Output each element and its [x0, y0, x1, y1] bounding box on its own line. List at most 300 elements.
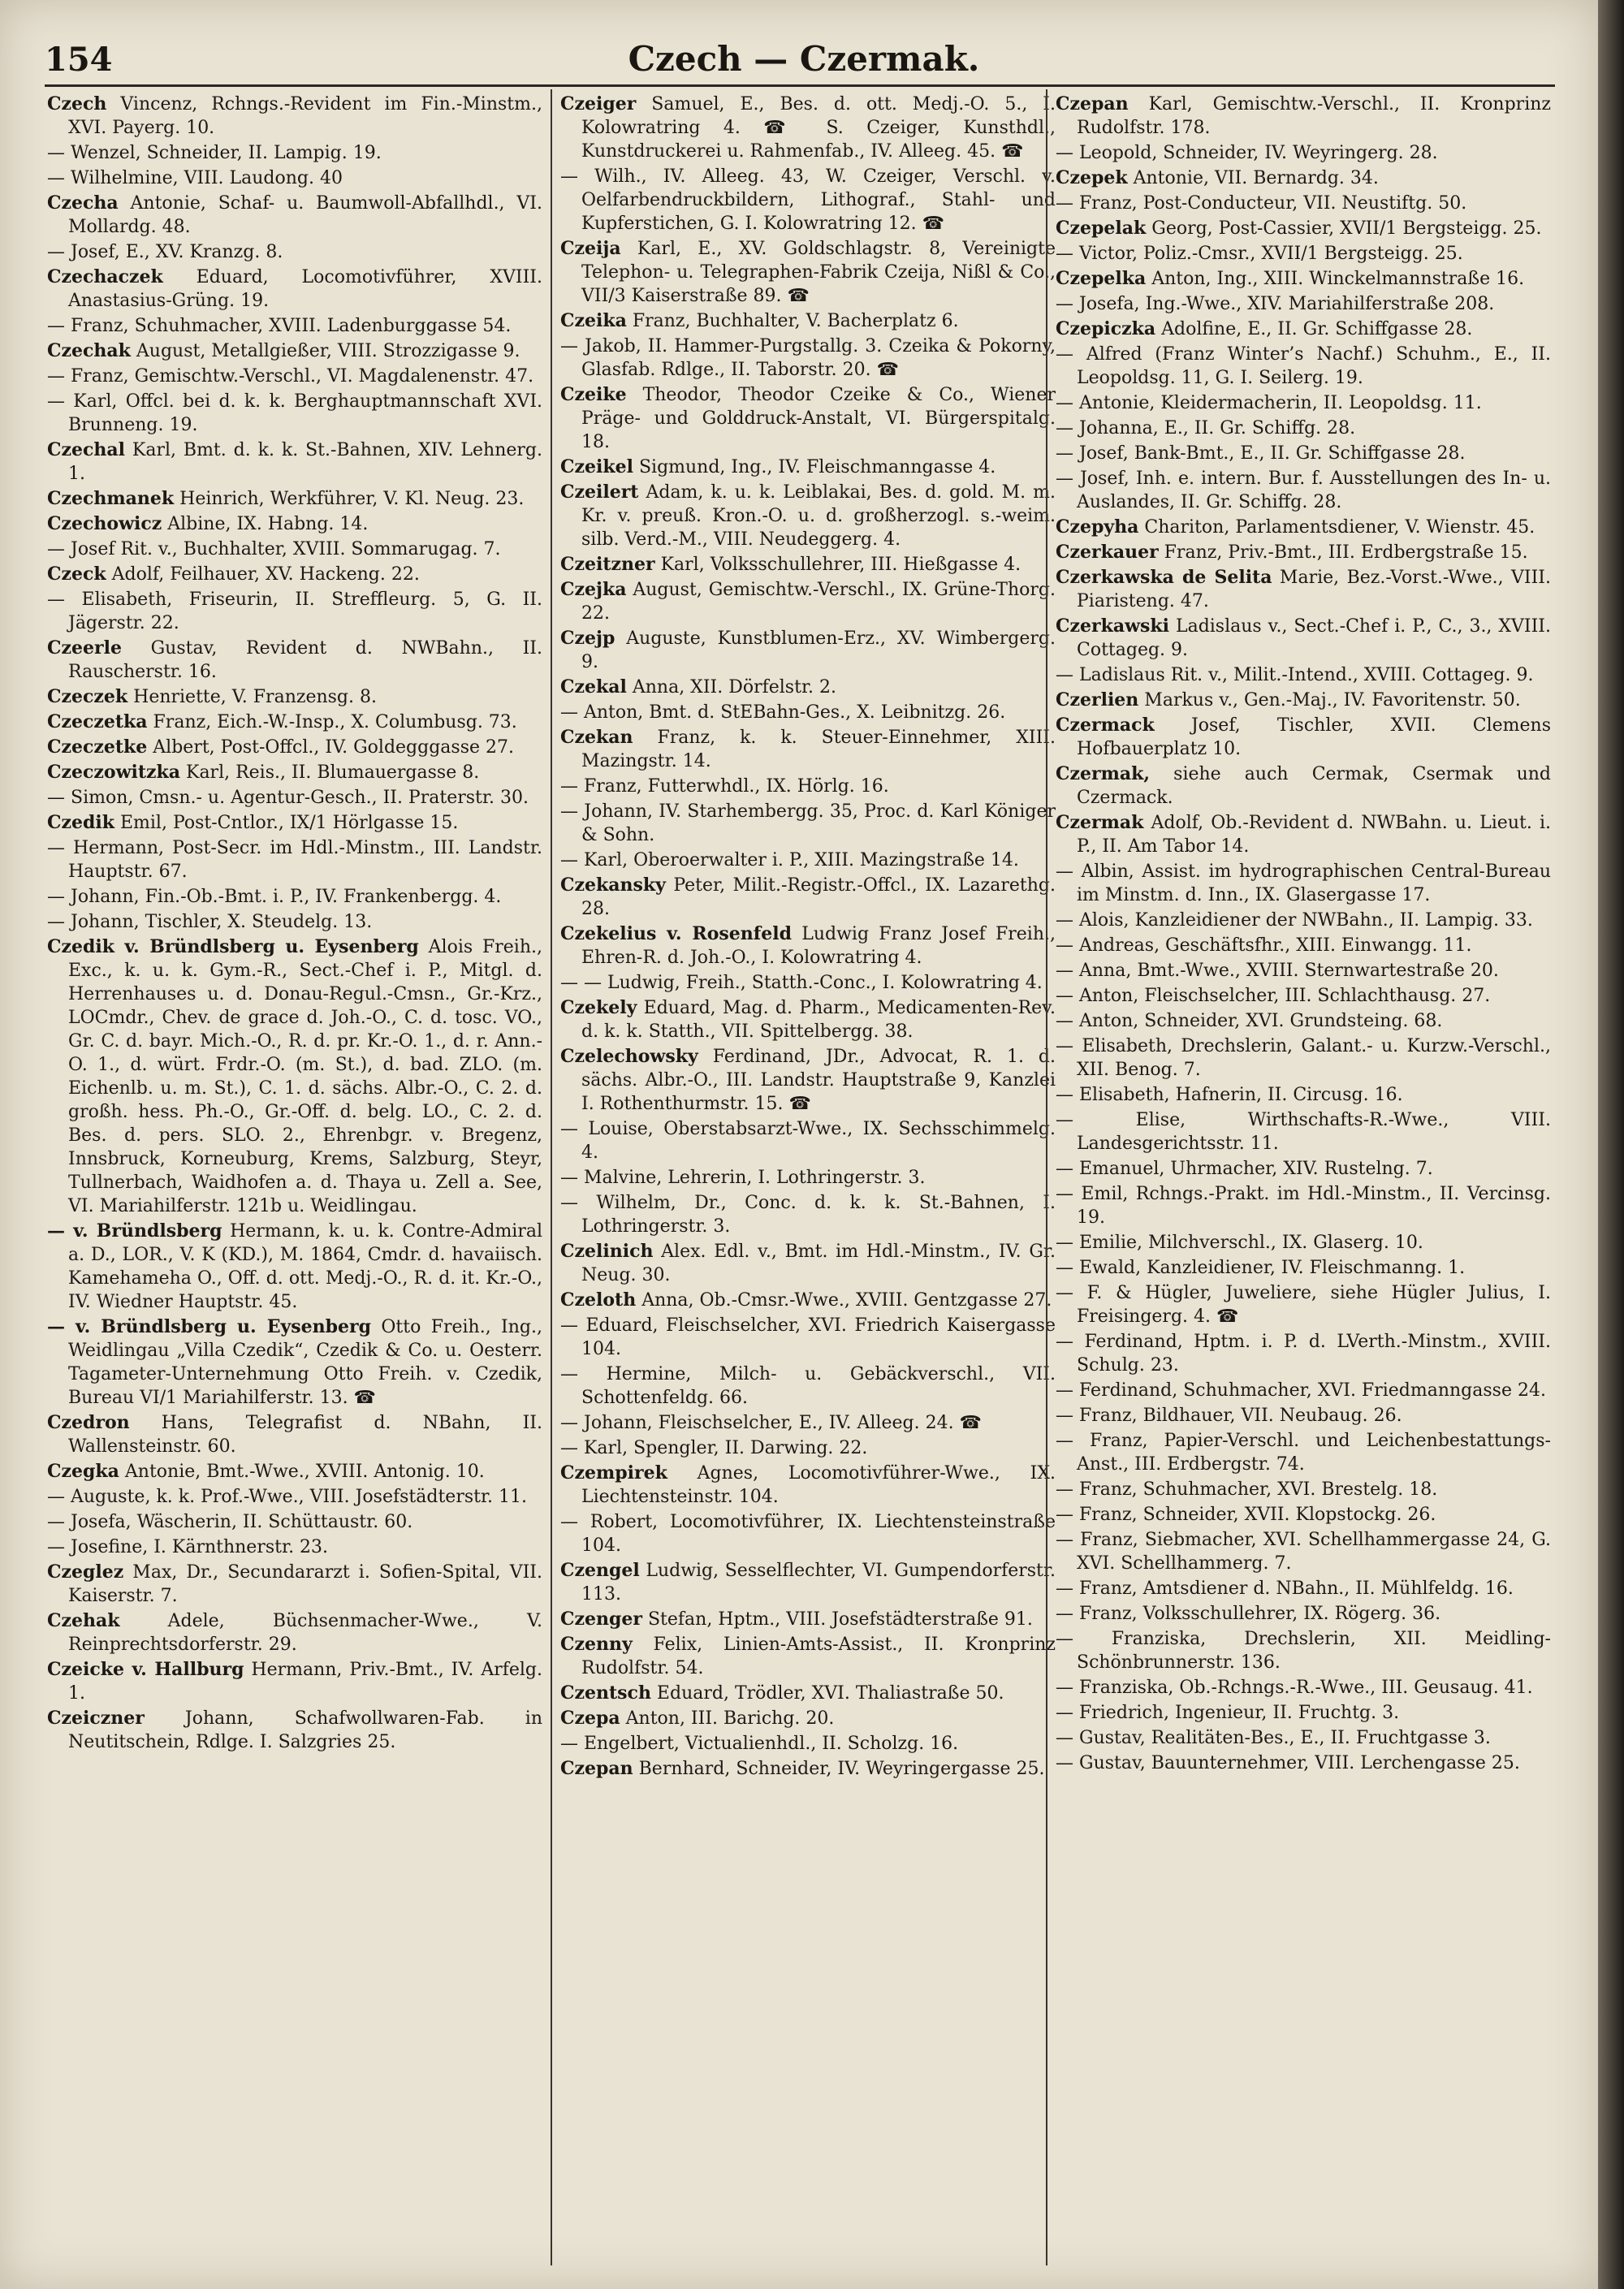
entry-surname: Czenger — [560, 1609, 642, 1630]
entry-details: Franz, Buchhalter, V. Bacherplatz 6. — [626, 311, 959, 331]
directory-entry — [560, 1510, 1056, 1557]
entry-details: — Emanuel, Uhrmacher, XIV. Rustelng. 7. — [1056, 1159, 1433, 1179]
directory-entry — [47, 836, 542, 883]
entry-details: — Jakob, II. Hammer-Purgstallg. 3. Czeika & Pokorny, Glasfab. Rdlge., II. Taborstr. 20. ☎ — [560, 336, 1056, 380]
entry-details: Markus v., Gen.-Maj., IV. Favoritenstr. 50. — [1138, 690, 1521, 710]
entry-details: — Franz, Amtsdiener d. NBahn., II. Mühlfeldg. 16. — [1056, 1579, 1514, 1599]
entry-details: Johann, Schafwollwaren-Fab. in Neutitschein, Rdlge. I. Salzgries 25. — [68, 1708, 542, 1752]
directory-entry — [560, 1363, 1056, 1410]
directory-entry — [1056, 1281, 1551, 1328]
entry-surname: Czedik — [47, 812, 114, 833]
directory-entry — [560, 1240, 1056, 1287]
entry-details: Adam, k. u. k. Leiblakai, Bes. d. gold. M. m. Kr. v. preuß. Kron.-O. u. d. großherzogl. s.-weim. silb. Verd.-M., VIII. Neudeggerg. 4. — [581, 482, 1056, 550]
directory-entry — [1056, 860, 1551, 907]
entry-surname: Czelinich — [560, 1241, 654, 1262]
directory-entry — [47, 761, 542, 784]
entry-details: Peter, Milit.-Registr.-Offcl., IX. Lazarethg. 28. — [581, 875, 1056, 919]
directory-entry — [1056, 1701, 1551, 1725]
entry-details: — Ferdinand, Hptm. i. P. d. LVerth.-Minstm., XVIII. Schulg. 23. — [1056, 1332, 1551, 1376]
entry-surname: Czeck — [47, 564, 106, 585]
entry-details: Eduard, Locomotivführer, XVIII. Anastasius-Grüng. 19. — [68, 267, 542, 311]
entry-details: — Johanna, E., II. Gr. Schiffg. 28. — [1056, 418, 1356, 438]
directory-entry — [560, 627, 1056, 674]
entry-details: — Anton, Schneider, XVI. Grundsteing. 68. — [1056, 1011, 1443, 1031]
directory-entry — [560, 849, 1056, 872]
entry-details: — Franziska, Ob.-Rchngs.-R.-Wwe., III. Geusaug. 41. — [1056, 1678, 1533, 1698]
directory-entry — [1056, 1034, 1551, 1082]
directory-entry — [560, 93, 1056, 163]
entry-details: Karl, Gemischtw.-Verschl., II. Kronprinz Rudolfstr. 178. — [1077, 94, 1551, 138]
directory-entry — [47, 1707, 542, 1754]
directory-entry — [1056, 1676, 1551, 1699]
entry-details: — Josef, E., XV. Kranzg. 8. — [47, 242, 283, 262]
entry-details: Ludwig, Sesselflechter, VI. Gumpendorferstr. 113. — [581, 1561, 1056, 1604]
directory-entry — [1056, 1751, 1551, 1775]
directory-entry — [1056, 909, 1551, 932]
entry-surname: Czerkauer — [1056, 542, 1159, 563]
entry-details: — Elisabeth, Hafnerin, II. Circusg. 16. — [1056, 1085, 1403, 1105]
directory-entry — [560, 1608, 1056, 1631]
directory-entry — [47, 538, 542, 561]
entry-surname: Czech — [47, 93, 107, 114]
directory-entry — [47, 1609, 542, 1656]
entry-details: Franz, Priv.-Bmt., III. Erdbergstraße 15. — [1158, 542, 1528, 563]
directory-entry — [1056, 292, 1551, 316]
entry-details: Agnes, Locomotivführer-Wwe., IX. Liechtensteinstr. 104. — [581, 1463, 1056, 1507]
entry-details: Felix, Linien-Amts-Assist., II. Kronprinz Rudolfstr. 54. — [581, 1635, 1056, 1678]
entry-details: Hermann, k. u. k. Contre-Admiral a. D., LOR., V. K (KD.), M. 1864, Cmdr. d. havaiisch. Kamehameha O., Off. d. ott. Medj.-O., R. d. it. Kr.-O., IV. Wiedner Hauptstr. 45. — [68, 1221, 542, 1312]
directory-entry — [1056, 566, 1551, 613]
directory-entry — [47, 1658, 542, 1705]
entry-details: — Gustav, Realitäten-Bes., E., II. Fruchtgasse 3. — [1056, 1728, 1491, 1748]
entry-details: — Franz, Siebmacher, XVI. Schellhammergasse 24, G. XVI. Schellhammerg. 7. — [1056, 1530, 1551, 1574]
entry-details: siehe auch Cermak, Csermak und Czermack. — [1077, 764, 1551, 808]
entry-details: Ladislaus v., Sect.-Chef i. P., C., 3., XVIII. Cottageg. 9. — [1077, 616, 1551, 660]
entry-details: Alois Freih., Exc., k. u. k. Gym.-R., Sect.-Chef i. P., Mitgl. d. Herrenhauses u. d. Donau-Regul.-Cmsn., Gr.-Krz., LOCmdr., Chev. de grace d. Joh.-O., C. d. tosc. VO., Gr. C. d. bayr. Mich.-O., R. d. pr. Kr.-O. 1., d. r. Ann.-O. 1., d. würt. Frdr.-O. (m. St.), d. bad. ZLO. (m. Eichenlb. u. m. St.), C. 1. d. sächs. Albr.-O., C. 2. d. großh. hess. Ph.-O., Gr.-Off. d. belg. LO., C. 2. d. Bes. d. pers. SLO. 2., Ehrenbgr. v. Bregenz, Innsbruck, Korneuburg, Krems, Salzburg, Steyr, Tullnerbach, Waidhofen a. d. Thaya u. Zell a. See, VI. Mariahilferstr. 121b u. Weidlingau. — [68, 937, 542, 1216]
entry-details: — Louise, Oberstabsarzt-Wwe., IX. Sechsschimmelg. 4. — [560, 1119, 1056, 1163]
entry-details: — Robert, Locomotivführer, IX. Liechtensteinstraße 104. — [560, 1512, 1056, 1556]
entry-surname: Czermak — [1056, 812, 1144, 833]
entry-details: Ferdinand, JDr., Advocat, R. 1. d. sächs. Albr.-O., III. Landstr. Hauptstraße 9, Kanzlei I. Rothenthurmstr. 15. ☎ — [581, 1047, 1056, 1114]
entry-details: — Franz, Schneider, XVII. Klopstockg. 26. — [1056, 1505, 1436, 1525]
entry-details: Marie, Bez.-Vorst.-Wwe., VIII. Piaristeng. 47. — [1077, 568, 1551, 611]
entry-details: — Emilie, Milchverschl., IX. Glaserg. 10. — [1056, 1233, 1423, 1253]
directory-entry — [1056, 689, 1551, 712]
entry-surname: Czeicke v. Hallburg — [47, 1659, 244, 1680]
directory-entry — [1056, 1602, 1551, 1626]
entry-surname: Czerkawski — [1056, 615, 1170, 637]
entry-details: Max, Dr., Secundararzt i. Sofien-Spital, VII. Kaiserstr. 7. — [68, 1562, 542, 1606]
directory-entry — [1056, 343, 1551, 390]
directory-entry — [47, 786, 542, 810]
directory-entry — [47, 1485, 542, 1509]
entry-surname: Czeitzner — [560, 554, 655, 575]
directory-entry — [560, 165, 1056, 235]
directory-entry — [1056, 317, 1551, 341]
directory-entry — [1056, 1083, 1551, 1107]
directory-entry — [560, 481, 1056, 551]
directory-entry — [560, 1436, 1056, 1460]
directory-entry — [560, 1462, 1056, 1509]
directory-entry — [560, 1633, 1056, 1680]
entry-surname: Czengel — [560, 1560, 640, 1581]
directory-entry — [47, 1220, 542, 1314]
entry-details: — Engelbert, Victualienhdl., II. Scholzg. 16. — [560, 1734, 959, 1754]
directory-entry — [1056, 467, 1551, 514]
entry-details: — Franz, Volksschullehrer, IX. Rögerg. 36. — [1056, 1604, 1441, 1624]
directory-entry — [1056, 442, 1551, 465]
directory-entry — [47, 166, 542, 190]
entry-surname: Czepelka — [1056, 268, 1147, 289]
directory-entry — [1056, 1182, 1551, 1229]
directory-entry — [1056, 93, 1551, 140]
entry-surname: Czeike — [560, 384, 627, 405]
entry-surname: Czermak, — [1056, 763, 1151, 784]
directory-entry — [560, 874, 1056, 921]
running-head: Czech — Czermak. — [628, 39, 980, 79]
entry-details: — — Ludwig, Freih., Statth.-Conc., I. Kolowratring 4. — [560, 973, 1043, 993]
entry-surname: Czerlien — [1056, 689, 1139, 710]
entry-surname: Czentsch — [560, 1682, 651, 1704]
directory-entry — [560, 922, 1056, 970]
entry-surname: Czekansky — [560, 875, 666, 896]
directory-entry — [47, 1315, 542, 1410]
entry-surname: Czeikel — [560, 456, 633, 477]
entry-surname: Czekan — [560, 727, 633, 748]
entry-details: August, Metallgießer, VIII. Strozzigasse 9. — [130, 341, 520, 361]
entry-surname: — v. Bründlsberg u. Eysenberg — [47, 1316, 371, 1337]
directory-entry — [47, 935, 542, 1218]
entry-details: — Karl, Oberoerwalter i. P., XIII. Mazingstraße 14. — [560, 850, 1019, 870]
directory-entry — [560, 1045, 1056, 1116]
entry-details: Antonie, VII. Bernardg. 34. — [1127, 168, 1379, 188]
entry-details: — Josefine, I. Kärnthnerstr. 23. — [47, 1537, 329, 1557]
entry-surname: Czejka — [560, 579, 627, 600]
directory-entry — [47, 811, 542, 835]
entry-details: Anton, III. Barichg. 20. — [620, 1708, 835, 1729]
directory-entry — [1056, 1404, 1551, 1427]
directory-entry — [1056, 984, 1551, 1008]
directory-entry — [47, 512, 542, 536]
entry-details: — Franz, Schuhmacher, XVIII. Ladenburggasse 54. — [47, 316, 512, 336]
entry-details: Ludwig Franz Josef Freih., Ehren-R. d. Joh.-O., I. Kolowratring 4. — [581, 924, 1056, 968]
entry-details: — Wilh., IV. Alleeg. 43, W. Czeiger, Verschl. v. Oelfarbendruckbildern, Lithograf., Stahl- und Kupferstichen, G. I. Kolowratring 12. ☎ — [560, 166, 1056, 234]
directory-entry — [47, 588, 542, 635]
entry-details: — Leopold, Schneider, IV. Weyringerg. 28. — [1056, 143, 1438, 163]
directory-entry — [47, 710, 542, 734]
entry-details: Eduard, Mag. d. Pharm., Medicamenten-Rev. d. k. k. Statth., VII. Spittelbergg. 38. — [581, 998, 1056, 1042]
directory-entry — [47, 885, 542, 909]
entry-details: Karl, Bmt. d. k. k. St.-Bahnen, XIV. Lehnerg. 1. — [68, 440, 542, 484]
directory-entry — [1056, 1330, 1551, 1377]
directory-entry — [47, 438, 542, 486]
entry-surname: Czelechowsky — [560, 1046, 698, 1067]
entry-surname: Czepelak — [1056, 218, 1147, 239]
directory-entry — [1056, 1528, 1551, 1575]
entry-surname: — v. Bründlsberg — [47, 1220, 222, 1242]
directory-entry — [560, 726, 1056, 773]
entry-surname: Czepiczka — [1056, 318, 1156, 339]
directory-entry — [47, 685, 542, 709]
entry-surname: Czepa — [560, 1708, 620, 1729]
entry-details: — Franz, Bildhauer, VII. Neubaug. 26. — [1056, 1406, 1402, 1426]
directory-entry — [1056, 1256, 1551, 1280]
entry-surname: Czepyha — [1056, 516, 1139, 538]
entry-details: — Wenzel, Schneider, II. Lampig. 19. — [47, 143, 382, 163]
entry-details: Hermann, Priv.-Bmt., IV. Arfelg. 1. — [68, 1660, 542, 1704]
directory-entry — [1056, 1009, 1551, 1033]
directory-entry — [560, 1559, 1056, 1606]
directory-entry — [1056, 663, 1551, 687]
entry-details: Josef, Tischler, XVII. Clemens Hofbauerplatz 10. — [1077, 715, 1551, 759]
directory-entry — [560, 1314, 1056, 1361]
entry-details: — Auguste, k. k. Prof.-Wwe., VIII. Josefstädterstr. 11. — [47, 1487, 528, 1507]
entry-details: Bernhard, Schneider, IV. Weyringergasse 25. — [633, 1759, 1045, 1779]
entry-details: — Malvine, Lehrerin, I. Lothringerstr. 3. — [560, 1168, 926, 1188]
entry-surname: Czechal — [47, 439, 126, 460]
page-number: 154 — [45, 41, 113, 79]
entry-surname: Czeerle — [47, 637, 122, 659]
directory-entry — [560, 701, 1056, 724]
entry-details: — Elisabeth, Drechslerin, Galant.- u. Kurzw.-Verschl., XII. Benog. 7. — [1056, 1036, 1551, 1080]
entry-details: Alex. Edl. v., Bmt. im Hdl.-Minstm., IV. Gr. Neug. 30. — [581, 1242, 1056, 1285]
entry-details: — Albin, Assist. im hydrographischen Central-Bureau im Minstm. d. Inn., IX. Glasergasse 17. — [1056, 862, 1551, 905]
entry-surname: Czeglez — [47, 1561, 124, 1583]
entry-surname: Czedik v. Bründlsberg u. Eysenberg — [47, 936, 419, 957]
entry-details: — Eduard, Fleischselcher, XVI. Friedrich Kaisergasse 104. — [560, 1315, 1056, 1359]
entry-details: — Franz, Futterwhdl., IX. Hörlg. 16. — [560, 776, 889, 797]
entry-details: — Franz, Post-Conducteur, VII. Neustiftg. 50. — [1056, 193, 1467, 214]
entry-details: — Wilhelm, Dr., Conc. d. k. k. St.-Bahnen, I. Lothringerstr. 3. — [560, 1193, 1056, 1237]
directory-entry — [47, 736, 542, 759]
entry-details: Anton, Ing., XIII. Winckelmannstraße 16. — [1146, 269, 1525, 289]
entry-details: — Simon, Cmsn.- u. Agentur-Gesch., II. Praterstr. 30. — [47, 788, 529, 808]
entry-details: Auguste, Kunstblumen-Erz., XV. Wimbergerg. 9. — [581, 628, 1056, 672]
entry-details: — Anton, Fleischselcher, III. Schlachthausg. 27. — [1056, 986, 1491, 1006]
directory-entry — [1056, 1627, 1551, 1674]
entry-details: — Josef, Bank-Bmt., E., II. Gr. Schiffgasse 28. — [1056, 443, 1466, 464]
entry-details: Eduard, Trödler, XVI. Thaliastraße 50. — [650, 1683, 1004, 1704]
entry-surname: Czerkawska de Selita — [1056, 567, 1272, 588]
entry-surname: Czedron — [47, 1412, 130, 1433]
entry-details: Anna, XII. Dörfelstr. 2. — [626, 677, 837, 697]
directory-entry — [1056, 391, 1551, 415]
directory-entry — [1056, 1503, 1551, 1527]
entry-surname: Czeiczner — [47, 1708, 145, 1729]
entry-details: — Hermann, Post-Secr. im Hdl.-Minstm., III. Landstr. Hauptstr. 67. — [47, 838, 542, 882]
entry-details: Karl, Reis., II. Blumauergasse 8. — [180, 762, 480, 783]
directory-entry — [1056, 516, 1551, 539]
entry-surname: Czecha — [47, 192, 119, 214]
entry-details: Georg, Post-Cassier, XVII/1 Bergsteigg. 25. — [1146, 218, 1542, 239]
entry-surname: Czechaczek — [47, 266, 163, 287]
entry-details: — Franz, Gemischtw.-Verschl., VI. Magdalenenstr. 47. — [47, 366, 534, 387]
directory-entry — [47, 1411, 542, 1458]
entry-details: — Elise, Wirthschafts-R.-Wwe., VIII. Landesgerichtsstr. 11. — [1056, 1110, 1551, 1154]
entry-surname: Czejp — [560, 628, 615, 649]
entry-details: — Franziska, Drechslerin, XII. Meidling-Schönbrunnerstr. 136. — [1056, 1629, 1551, 1673]
directory-entry — [1056, 242, 1551, 266]
entry-surname: Czeczetka — [47, 711, 148, 732]
directory-entry — [1056, 166, 1551, 190]
directory-entry — [1056, 267, 1551, 291]
directory-entry — [560, 1707, 1056, 1730]
directory-entry — [1056, 1157, 1551, 1181]
entry-details: — F. & Hügler, Juweliere, siehe Hügler Julius, I. Freisingerg. 4. ☎ — [1056, 1283, 1551, 1327]
entry-details: — Johann, Fleischselcher, E., IV. Alleeg. 24. ☎ — [560, 1413, 982, 1433]
directory-entry — [47, 339, 542, 363]
entry-details: Otto Freih., Ing., Weidlingau „Villa Czedik“, Czedik & Co. u. Oesterr. Tagameter-Unternehmung Otto Freih. v. Czedik, Bureau VI/1 Mariahilferstr. 13. ☎ — [68, 1317, 542, 1408]
entry-details: Antonie, Schaf- u. Baumwoll-Abfallhdl., VI. Mollardg. 48. — [68, 193, 542, 237]
directory-entry — [47, 910, 542, 934]
entry-details: Sigmund, Ing., IV. Fleischmanngasse 4. — [633, 457, 996, 477]
directory-entry — [560, 1117, 1056, 1164]
column-1 — [47, 93, 542, 2277]
entry-details: — Anton, Bmt. d. StEBahn-Ges., X. Leibnitzg. 26. — [560, 702, 1006, 723]
directory-entry — [47, 563, 542, 586]
directory-entry — [560, 309, 1056, 333]
directory-entry — [560, 1411, 1056, 1435]
directory-entry — [560, 676, 1056, 699]
directory-entry — [47, 487, 542, 511]
directory-entry — [1056, 1429, 1551, 1476]
entry-surname: Czeija — [560, 238, 621, 259]
entry-details: — Friedrich, Ingenieur, II. Fruchtg. 3. — [1056, 1703, 1400, 1723]
directory-entry — [560, 456, 1056, 479]
entry-details: Adele, Büchsenmacher-Wwe., V. Reinprechtsdorferstr. 29. — [68, 1611, 542, 1655]
entry-details: Anna, Ob.-Cmsr.-Wwe., XVIII. Gentzgasse 27. — [636, 1290, 1052, 1311]
directory-entry — [1056, 1231, 1551, 1255]
directory-entry — [47, 266, 542, 313]
entry-details: Albert, Post-Offcl., IV. Goldegggasse 27. — [147, 737, 515, 758]
directory-entry — [1056, 615, 1551, 662]
entry-surname: Czeloth — [560, 1289, 637, 1311]
entry-surname: Czepan — [560, 1758, 633, 1779]
directory-entry — [1056, 959, 1551, 983]
entry-surname: Czeilert — [560, 482, 639, 503]
entry-details: Hans, Telegrafist d. NBahn, II. Wallensteinstr. 60. — [68, 1413, 542, 1457]
entry-surname: Czeczek — [47, 686, 128, 707]
column-2 — [560, 93, 1056, 2277]
column-divider — [551, 89, 552, 2265]
entry-details: Karl, Volksschullehrer, III. Hießgasse 4. — [654, 555, 1021, 575]
entry-details: — Alfred (Franz Winter’s Nachf.) Schuhm., E., II. Leopoldsg. 11, G. I. Seilerg. 19. — [1056, 344, 1551, 388]
directory-entry — [47, 390, 542, 437]
entry-details: — Josef Rit. v., Buchhalter, XVIII. Sommarugag. 7. — [47, 539, 501, 559]
entry-details: — Andreas, Geschäftsfhr., XIII. Einwangg. 11. — [1056, 935, 1472, 956]
directory-entry — [1056, 141, 1551, 165]
entry-details: Gustav, Revident d. NWBahn., II. Rauscherstr. 16. — [68, 638, 542, 682]
entry-surname: Czempirek — [560, 1462, 667, 1484]
entry-details: — Karl, Spengler, II. Darwing. 22. — [560, 1438, 868, 1458]
directory-entry — [560, 1289, 1056, 1312]
entry-details: — Johann, Fin.-Ob.-Bmt. i. P., IV. Frankenbergg. 4. — [47, 887, 502, 907]
entry-details: — Victor, Poliz.-Cmsr., XVII/1 Bergsteigg. 25. — [1056, 244, 1463, 264]
directory-entry — [1056, 1478, 1551, 1501]
directory-entry — [560, 1166, 1056, 1190]
directory-entry — [47, 240, 542, 264]
directory-entry — [47, 1561, 542, 1608]
entry-details: — Wilhelmine, VIII. Laudong. 40 — [47, 168, 343, 188]
entry-details: — Josefa, Wäscherin, II. Schüttaustr. 60. — [47, 1512, 413, 1532]
entry-details: — Karl, Offcl. bei d. k. k. Berghauptmannschaft XVI. Brunneng. 19. — [47, 391, 542, 435]
directory-entry — [560, 971, 1056, 995]
directory-entry — [560, 553, 1056, 577]
entry-details: — Franz, Schuhmacher, XVI. Brestelg. 18. — [1056, 1479, 1438, 1500]
column-3 — [1056, 93, 1551, 2277]
directory-entry — [1056, 1379, 1551, 1402]
entry-details: Adolfine, E., II. Gr. Schiffgasse 28. — [1155, 319, 1473, 339]
directory-entry — [560, 1732, 1056, 1756]
entry-details: Franz, k. k. Steuer-Einnehmer, XIII. Mazingstr. 14. — [581, 728, 1056, 771]
entry-details: — Hermine, Milch- u. Gebäckverschl., VII. Schottenfeldg. 66. — [560, 1364, 1056, 1408]
entry-details: Samuel, E., Bes. d. ott. Medj.-O. 5., I. Kolowratring 4. ☎ S. Czeiger, Kunsthdl., Kunstdruckerei u. Rahmenfab., IV. Alleeg. 45. ☎ — [581, 94, 1056, 162]
directory-entry — [1056, 217, 1551, 240]
header-rule — [45, 84, 1555, 87]
directory-entry — [560, 800, 1056, 847]
directory-entry — [47, 93, 542, 140]
entry-details: Vincenz, Rchngs.-Revident im Fin.-Minstm., XVI. Payerg. 10. — [68, 94, 542, 138]
entry-surname: Czehak — [47, 1610, 120, 1631]
directory-entry — [560, 383, 1056, 454]
directory-entry — [47, 365, 542, 388]
directory-entry — [47, 192, 542, 239]
entry-details: Adolf, Ob.-Revident d. NWBahn. u. Lieut. i. P., II. Am Tabor 14. — [1077, 813, 1551, 857]
entry-details: — Johann, Tischler, X. Steudelg. 13. — [47, 912, 373, 932]
directory-entry — [1056, 762, 1551, 810]
directory-entry — [1056, 934, 1551, 957]
directory-entry — [560, 335, 1056, 382]
entry-surname: Czepan — [1056, 93, 1129, 114]
page-edge-shadow — [1598, 0, 1624, 2289]
entry-details: Emil, Post-Cntlor., IX/1 Hörlgasse 15. — [114, 813, 459, 833]
directory-entry — [47, 1535, 542, 1559]
entry-details: — Antonie, Kleidermacherin, II. Leopoldsg. 11. — [1056, 393, 1482, 413]
entry-details: Franz, Eich.-W.-Insp., X. Columbusg. 73. — [147, 712, 517, 732]
entry-details: Theodor, Theodor Czeike & Co., Wiener Präge- und Golddruck-Anstalt, VI. Bürgerspitalg. 18. — [581, 385, 1056, 452]
directory-entry — [1056, 714, 1551, 761]
entry-details: Heinrich, Werkführer, V. Kl. Neug. 23. — [174, 489, 525, 509]
directory-entry — [560, 1191, 1056, 1238]
directory-entry — [560, 1682, 1056, 1705]
directory-entry — [560, 237, 1056, 308]
entry-surname: Czekelius v. Rosenfeld — [560, 923, 792, 944]
directory-entry — [1056, 192, 1551, 215]
entry-surname: Czegka — [47, 1461, 119, 1482]
directory-entry — [47, 1460, 542, 1484]
directory-entry — [1056, 417, 1551, 440]
entry-details: — Gustav, Bauunternehmer, VIII. Lerchengasse 25. — [1056, 1753, 1520, 1773]
entry-details: — Emil, Rchngs.-Prakt. im Hdl.-Minstm., II. Vercinsg. 19. — [1056, 1184, 1551, 1228]
directory-entry — [1056, 541, 1551, 564]
directory-entry — [47, 1510, 542, 1534]
entry-details: Stefan, Hptm., VIII. Josefstädterstraße 91. — [641, 1609, 1033, 1630]
entry-details: — Franz, Papier-Verschl. und Leichenbestattungs-Anst., III. Erdbergstr. 74. — [1056, 1431, 1551, 1475]
entry-surname: Czechowicz — [47, 513, 162, 534]
entry-surname: Czeczowitzka — [47, 762, 181, 783]
entry-details: Albine, IX. Habng. 14. — [162, 514, 369, 534]
entry-details: Antonie, Bmt.-Wwe., XVIII. Antonig. 10. — [119, 1462, 485, 1482]
entry-surname: Czeczetke — [47, 736, 148, 758]
entry-details: August, Gemischtw.-Verschl., IX. Grüne-Thorg. 22. — [581, 580, 1056, 624]
entry-details: — Ewald, Kanzleidiener, IV. Fleischmanng. 1. — [1056, 1258, 1466, 1278]
entry-details: — Josef, Inh. e. intern. Bur. f. Ausstellungen des In- u. Auslandes, II. Gr. Schiffg. 28. — [1056, 469, 1551, 512]
directory-entry — [560, 578, 1056, 625]
entry-details: — Ladislaus Rit. v., Milit.-Intend., XVIII. Cottageg. 9. — [1056, 665, 1534, 685]
entry-surname: Czenny — [560, 1634, 633, 1655]
entry-surname: Czekely — [560, 997, 637, 1018]
entry-details: — Ferdinand, Schuhmacher, XVI. Friedmanngasse 24. — [1056, 1380, 1546, 1401]
